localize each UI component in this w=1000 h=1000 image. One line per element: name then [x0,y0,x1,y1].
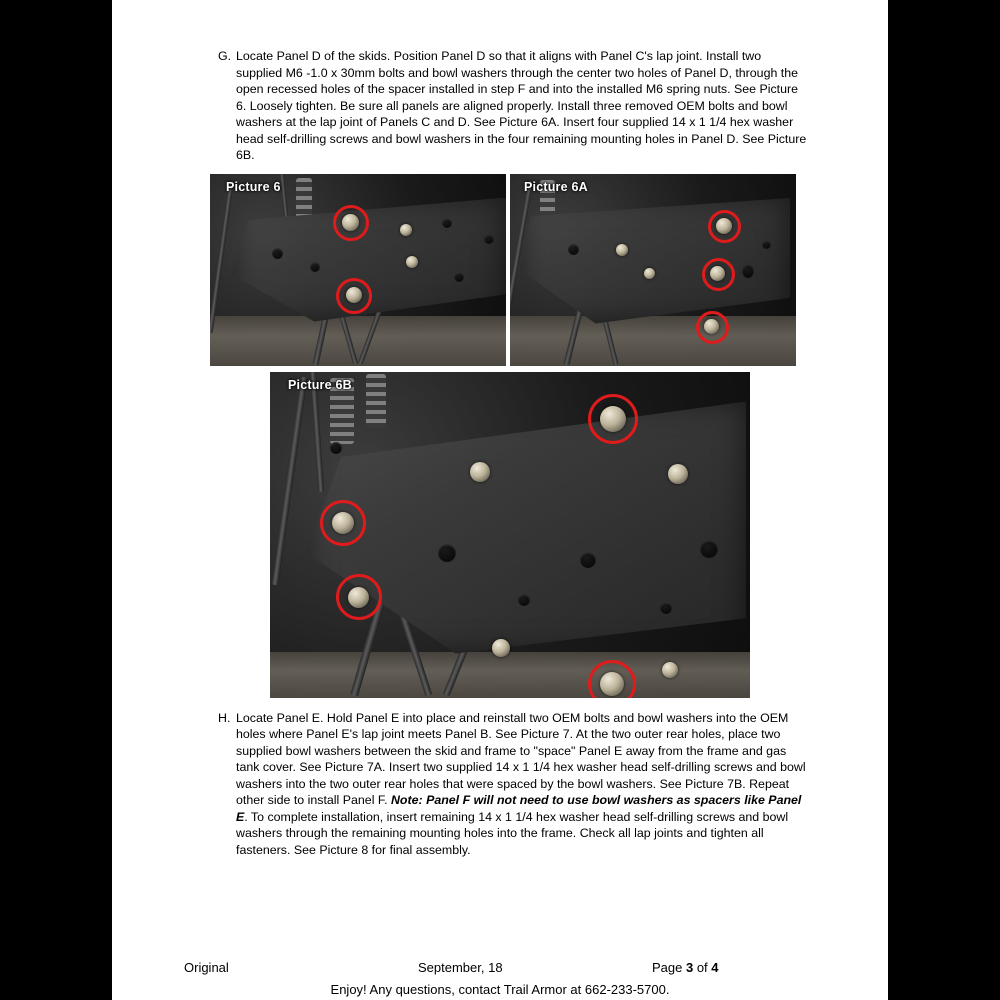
figure-picture-6 [210,174,506,366]
document-page [112,0,888,1000]
footer-page-indicator [652,960,719,975]
step-h-note: Note: Panel F will not need to use bowl washers as spacers like Panel E [236,793,802,824]
footer-page-prefix: Page [652,960,686,975]
footer-date: September, 18 [418,960,503,975]
figure-caption-picture-6b: Picture 6B [288,377,352,392]
footer-page-total: 4 [711,960,719,975]
footer-contact: Enjoy! Any questions, contact Trail Armor at 662-233-5700. [330,982,670,997]
callout-circle [320,500,366,546]
step-h-part1: Locate Panel E. Hold Panel E into place and reinstall two OEM bolts and bowl washers into the OEM holes where Panel E's lap joint meets Panel B. See Picture 7. At the two outer rear holes, place two supplied bowl washers between the skid and frame to "space" Panel E away from the frame and gas tank cover. See Picture 7A. Insert two supplied 14 x 1 1/4 hex washer head self-drilling screws and bowl washers into the two outer rear holes that were spaced by the bowl washers. See Picture 7B. Repeat other side to install Panel F. [236,710,806,807]
step-letter-g: G. [218,49,232,63]
figure-row-top [210,174,810,366]
callout-circle [336,574,382,620]
callout-circle [702,258,735,291]
step-letter-h: H. [218,710,231,725]
photo-scene-6 [210,174,506,366]
step-h-part2: . To complete installation, insert remaining 14 x 1 1/4 hex washer head self-drilling screws and bowl washers through the remaining mounting holes into the frame. Check all lap joints and tighten all fasteners. See Picture 8 for final assembly. [236,809,789,857]
callout-circle [333,205,369,241]
callout-circle [696,311,729,344]
footer-original-label: Original [184,960,229,975]
step-text-g: Locate Panel D of the skids. Position Panel D so that it aligns with Panel C's lap joint. Install two supplied M6 -1.0 x 30mm bolts and bowl washers through the center two holes of Panel D, through the open recessed holes of the spacer installed in step F and into the installed M6 spring nuts. See Picture 6. Loosely tighten. Be sure all panels are aligned properly. Install three removed OEM bolts and bowl washers at the lap joint of Panels C and D. See Picture 6A. Insert four supplied 14 x 1 1/4 hex washer head self-drilling screws and bowl washers in the four remaining mounting holes in Panel D. See Picture 6B. [236,49,807,162]
instruction-step-h [210,710,810,859]
figure-caption-picture-6a: Picture 6A [524,179,588,194]
callout-circle [588,394,638,444]
figure-caption-picture-6: Picture 6 [226,179,281,194]
photo-scene-6a [510,174,796,366]
step-text-h [236,710,810,859]
page-content [210,48,810,864]
callout-circle [336,278,372,314]
figure-picture-6b [270,372,750,698]
footer-page-number: 3 [685,960,694,975]
instruction-step-g [210,48,810,164]
footer-page-of: of [693,960,712,975]
figure-picture-6a [510,174,796,366]
photo-scene-6b [270,372,750,698]
callout-circle [708,210,741,243]
